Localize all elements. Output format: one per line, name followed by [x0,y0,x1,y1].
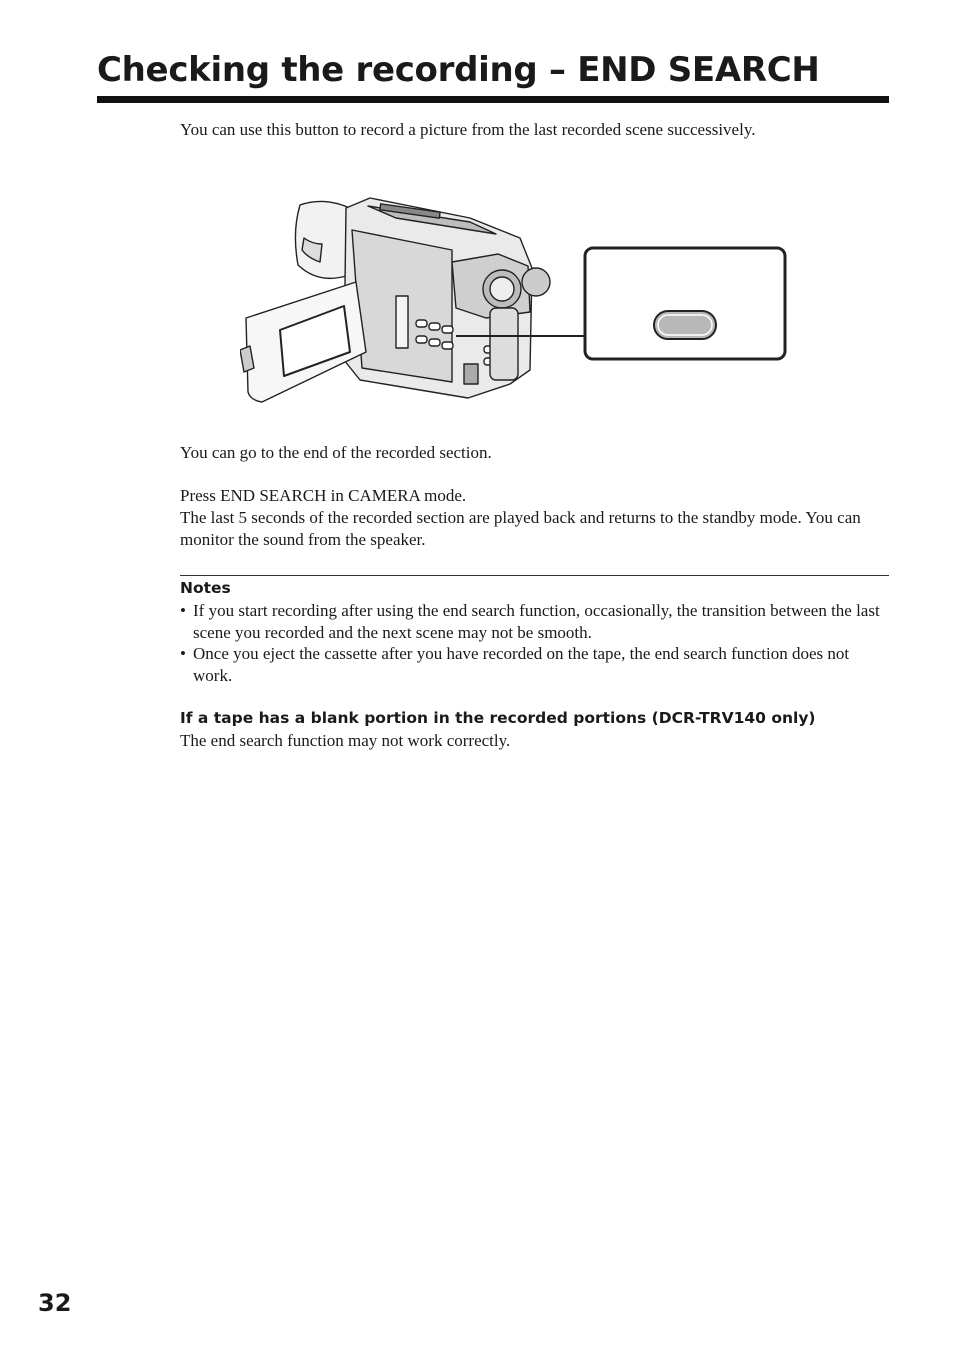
blank-portion-text: The end search function may not work correctly. [180,731,511,750]
note-item [180,643,880,686]
intro-text: You can use this button to record a picture from the last recorded scene successively. [180,120,756,139]
bullet: • [180,601,186,620]
blank-portion-heading: If a tape has a blank portion in the recorded portions (DCR-TRV140 only) [180,709,816,727]
camcorder-illustration [240,190,800,415]
notes-heading: Notes [180,579,231,597]
description-text: You can go to the end of the recorded section. [180,443,492,462]
bullet: • [180,644,186,663]
notes-rule [180,575,889,576]
note-item [180,600,880,643]
title-rule [97,96,889,103]
note-text: If you start recording after using the end search function, occasionally, the transition between the last scene you recorded and the next scene may not be smooth. [193,601,880,642]
page-number: 32 [38,1289,72,1317]
page-title: Checking the recording – END SEARCH [97,50,820,90]
note-text: Once you eject the cassette after you have recorded on the tape, the end search function does not work. [193,644,850,685]
instruction-detail: The last 5 seconds of the recorded section are played back and returns to the standby mode. You can monitor the sound from the speaker. [180,508,861,549]
instruction-step: Press END SEARCH in CAMERA mode. [180,486,467,505]
notes-list [180,600,880,686]
